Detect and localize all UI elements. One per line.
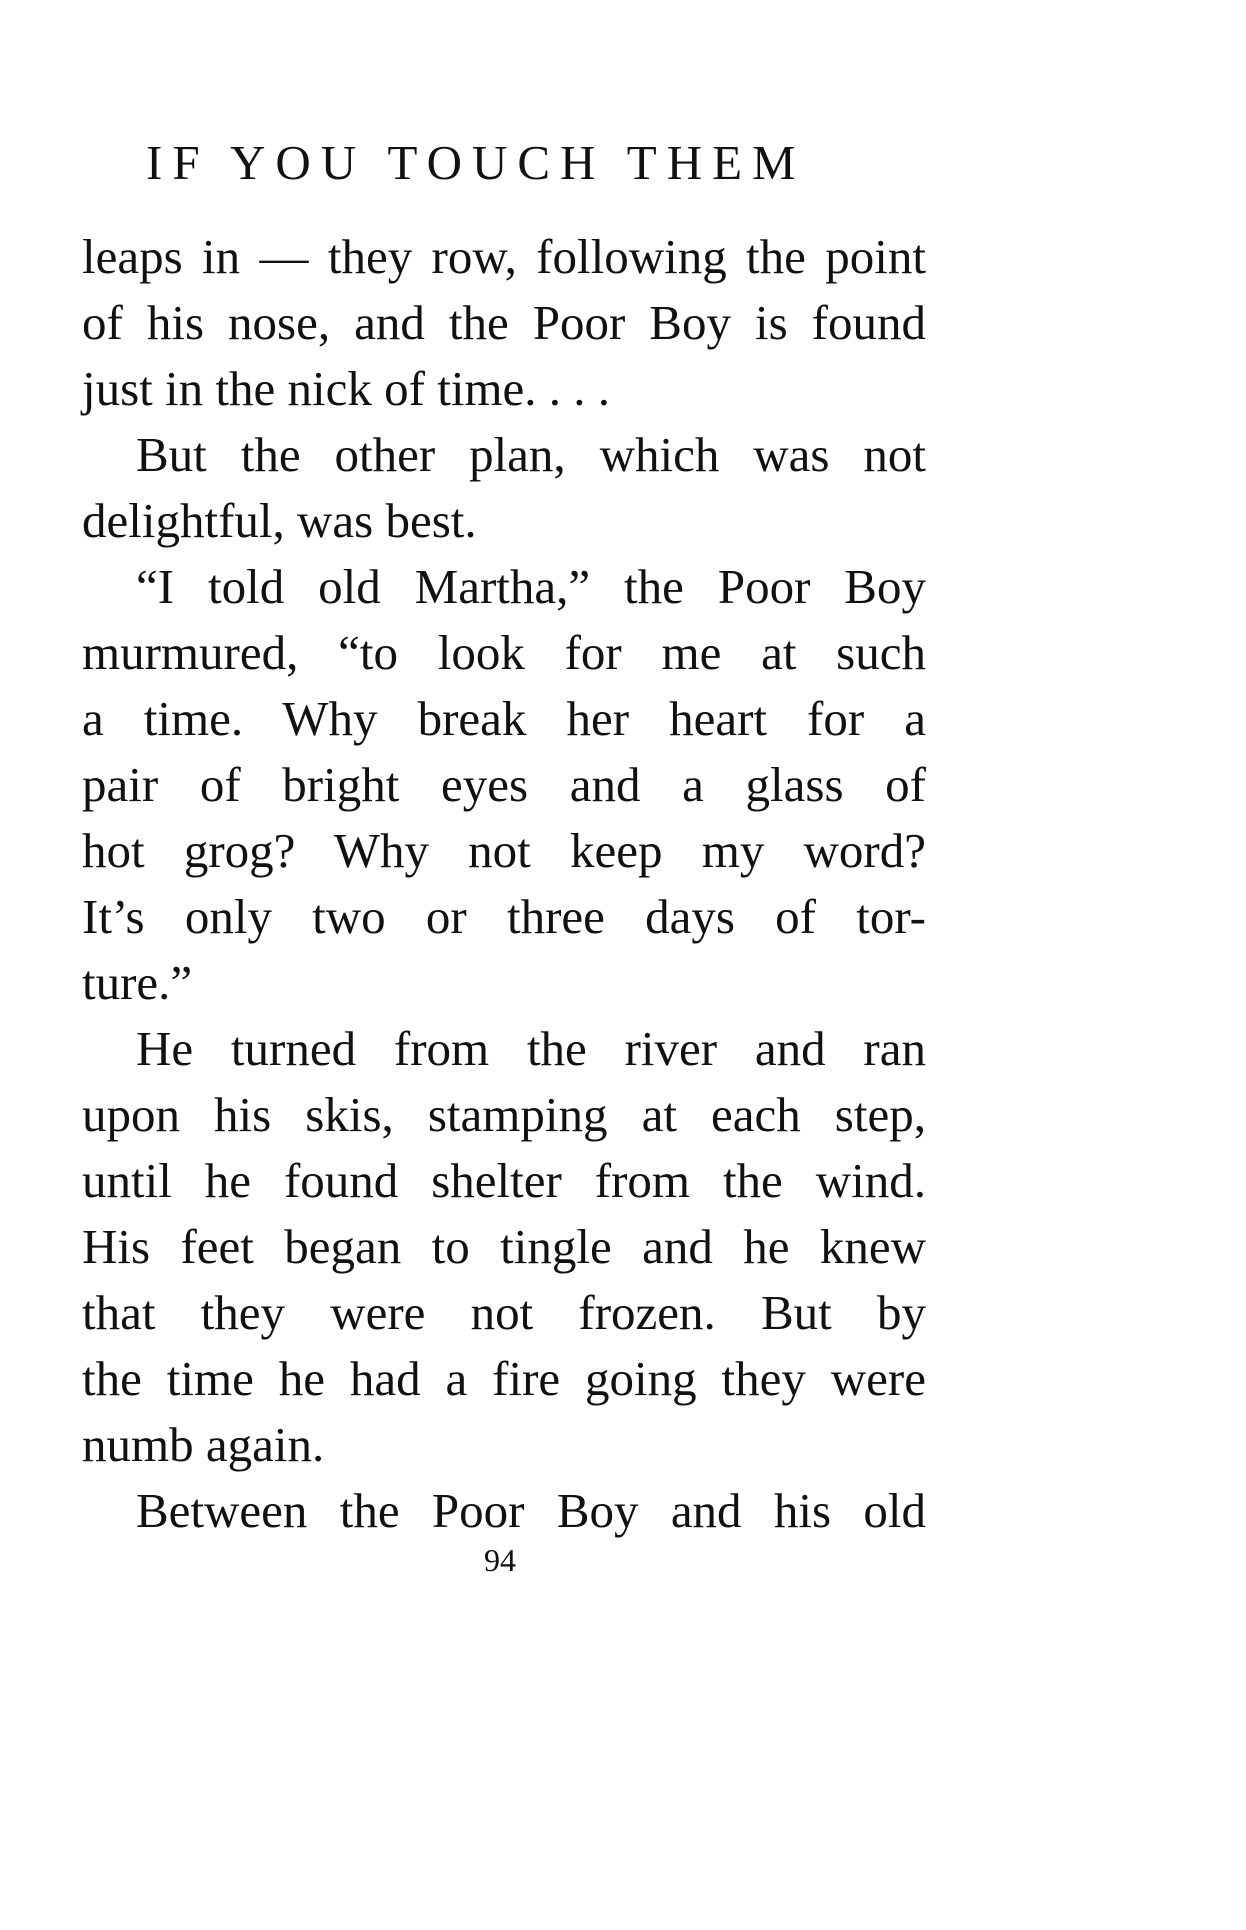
text-line: numb again. bbox=[82, 1417, 325, 1472]
text-line: murmured, “to look for me at such bbox=[82, 625, 926, 680]
text-line: It’s only two or three days of tor- bbox=[82, 889, 926, 944]
text-line: until he found shelter from the wind. bbox=[82, 1153, 926, 1208]
page-number: 94 bbox=[484, 1542, 516, 1578]
body-text bbox=[82, 224, 926, 1544]
text-line: pair of bright eyes and a glass of bbox=[82, 757, 926, 812]
text-line: His feet began to tingle and he knew bbox=[82, 1219, 926, 1274]
running-head: IF YOU TOUCH THEM bbox=[146, 135, 806, 190]
text-line: delightful, was best. bbox=[82, 493, 477, 548]
text-line: Between the Poor Boy and his old bbox=[136, 1483, 926, 1538]
text-line: hot grog? Why not keep my word? bbox=[82, 823, 926, 878]
text-line: But the other plan, which was not bbox=[136, 427, 926, 482]
text-line: just in the nick of time. . . . bbox=[82, 361, 611, 416]
text-line: upon his skis, stamping at each step, bbox=[82, 1087, 926, 1142]
text-line: a time. Why break her heart for a bbox=[82, 691, 926, 746]
text-line: leaps in — they row, following the point bbox=[82, 229, 926, 284]
text-line: He turned from the river and ran bbox=[136, 1021, 926, 1076]
text-line: “I told old Martha,” the Poor Boy bbox=[136, 559, 926, 614]
text-line: of his nose, and the Poor Boy is found bbox=[82, 295, 926, 350]
text-line: ture.” bbox=[82, 955, 193, 1010]
text-line: the time he had a fire going they were bbox=[82, 1351, 926, 1406]
text-line: that they were not frozen. But by bbox=[82, 1285, 926, 1340]
